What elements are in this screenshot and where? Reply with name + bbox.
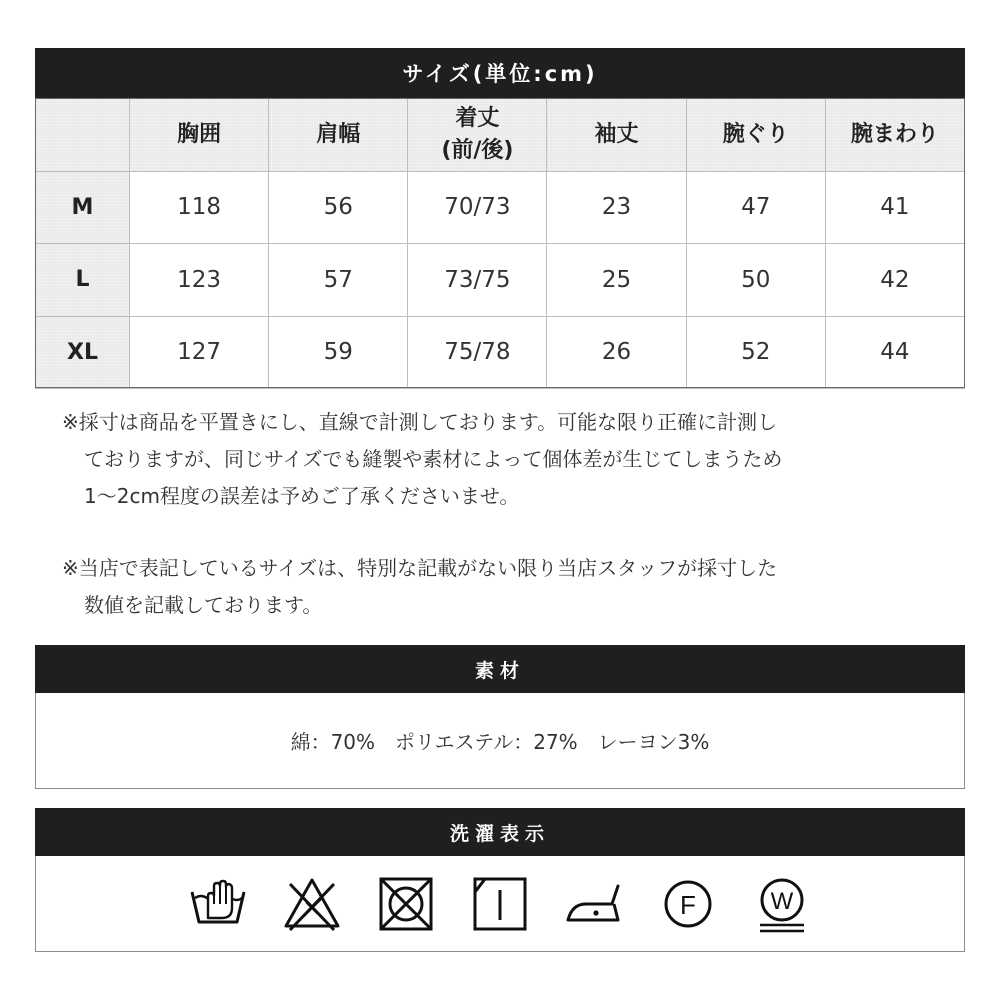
dry-clean-letter: F [680, 889, 696, 920]
size-table [35, 98, 965, 389]
size-section-title [35, 48, 965, 98]
note-line: ておりますが、同じサイズでも縫製や素材によって個体差が生じてしまうため [84, 447, 783, 471]
table-row [36, 171, 965, 244]
column-header-armhole [686, 99, 825, 172]
row-header-size: M [36, 171, 130, 244]
column-label: 胸囲 [177, 121, 222, 147]
column-label: 腕ぐり [722, 121, 789, 147]
column-header-length [408, 99, 547, 172]
note-line: ※当店で表記しているサイズは、特別な記載がない限り当店スタッフが採寸した [62, 556, 778, 580]
column-header-arm-circumference [825, 99, 964, 172]
table-cell: 123 [130, 244, 269, 317]
table-cell: 42 [825, 244, 964, 317]
hang-dry-icon [470, 874, 530, 934]
table-cell: 25 [547, 244, 686, 317]
care-title-text: 洗濯表示 [449, 822, 550, 845]
wet-clean-w-icon [752, 874, 812, 934]
table-corner-cell [36, 99, 130, 172]
size-table-header-row [36, 99, 965, 172]
table-cell: 118 [130, 171, 269, 244]
column-label: 着丈 [455, 105, 500, 131]
column-label: 腕まわり [850, 121, 939, 147]
table-cell: 47 [686, 171, 825, 244]
material-section-title [35, 645, 965, 693]
size-title-text: サイズ(単位:cm) [402, 62, 598, 86]
measurement-note [62, 404, 942, 515]
column-sublabel: (前/後) [441, 137, 514, 163]
table-cell: 57 [269, 244, 408, 317]
table-row [36, 316, 965, 389]
table-cell: 50 [686, 244, 825, 317]
column-header-shoulder [269, 99, 408, 172]
note-line: 1～2cm程度の誤差は予めご了承くださいませ。 [84, 484, 520, 508]
material-box [35, 693, 965, 789]
column-header-chest [130, 99, 269, 172]
table-cell: 23 [547, 171, 686, 244]
material-title-text: 素材 [474, 659, 525, 682]
note-line: 数値を記載しております。 [84, 593, 323, 617]
table-row [36, 244, 965, 317]
column-label: 袖丈 [594, 121, 639, 147]
column-label: 肩幅 [316, 121, 361, 147]
no-bleach-icon [282, 874, 342, 934]
row-header-size: L [36, 244, 130, 317]
table-cell: 26 [547, 316, 686, 389]
row-header-size: XL [36, 316, 130, 389]
column-header-sleeve [547, 99, 686, 172]
table-cell: 44 [825, 316, 964, 389]
care-symbols-box [35, 856, 965, 952]
wet-clean-letter: W [770, 887, 794, 915]
table-cell: 73/75 [408, 244, 547, 317]
table-cell: 56 [269, 171, 408, 244]
table-cell: 127 [130, 316, 269, 389]
material-text: 綿：70% ポリエステル：27% レーヨン3% [290, 730, 710, 754]
table-cell: 70/73 [408, 171, 547, 244]
hand-wash-icon [188, 874, 248, 934]
iron-low-icon [564, 874, 624, 934]
no-tumble-dry-icon [376, 874, 436, 934]
dry-clean-f-icon [658, 874, 718, 934]
table-cell: 75/78 [408, 316, 547, 389]
size-label-note [62, 550, 942, 624]
care-section-title [35, 808, 965, 856]
note-line: ※採寸は商品を平置きにし、直線で計測しております。可能な限り正確に計測し [62, 410, 778, 434]
table-cell: 52 [686, 316, 825, 389]
table-cell: 41 [825, 171, 964, 244]
table-cell: 59 [269, 316, 408, 389]
